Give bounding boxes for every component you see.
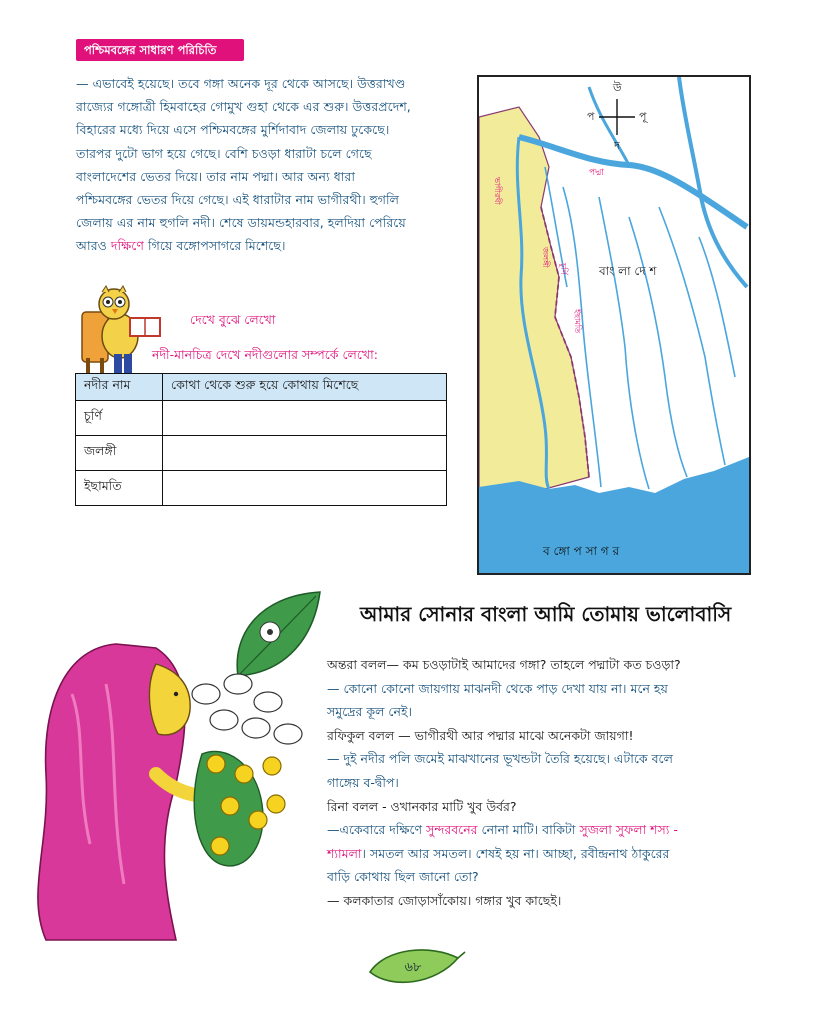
- intro-line: রাজ্যের গঙ্গোত্রী হিমবাহের গোমুখ গুহা থেকে এর শুরু। উত্তরপ্রদেশ,: [76, 99, 411, 115]
- table-cell-answer[interactable]: [163, 471, 447, 506]
- woman-with-flowers-illustration: [6, 624, 330, 944]
- river-table: [75, 373, 447, 506]
- table-cell-answer[interactable]: [163, 401, 447, 436]
- conversation-line: রিনা বলল - ওখানকার মাটি খুব উর্বর?: [327, 798, 517, 814]
- conv-text: —একেবারে দক্ষিণে: [327, 822, 427, 838]
- table-header-origin-mouth: কোথা থেকে শুরু হয়ে কোথায় মিশেছে: [163, 374, 447, 401]
- conversation-line: অন্তরা বলল— কম চওড়াটাই আমাদের গঙ্গা? তাহলে পদ্মাটা কত চওড়া?: [327, 657, 681, 672]
- section-header-tag: পশ্চিমবঙ্গের সাধারণ পরিচিতি: [76, 39, 244, 61]
- intro-last-pre: আরও: [76, 238, 111, 254]
- table-cell-river: জলঙ্গী: [76, 436, 163, 471]
- intro-line-last: [76, 234, 458, 257]
- river-label: চূর্ণি: [559, 263, 568, 275]
- conversation-line: — দুই নদীর পলি জমেই মাঝখানের ভূখন্ডটা তৈরি হয়েছে। এটাকে বলে: [327, 751, 673, 767]
- compass-north-label: উ: [613, 81, 622, 94]
- conversation-line: গাঙ্গেয় ব-দ্বীপ।: [327, 774, 399, 790]
- conv-highlight: সুজলা সুফলা শস্য -: [579, 822, 678, 838]
- river-label: ভাগীরথী: [493, 177, 502, 205]
- table-cell-river: চূর্ণি: [76, 401, 163, 436]
- intro-line: জেলায় এর নাম হুগলি নদী। শেষে ডায়মন্ডহারবার, হলদিয়া পেরিয়ে: [76, 215, 406, 231]
- table-row: [76, 436, 447, 471]
- conv-text: নোনা মাটি। বাকিটা: [477, 822, 580, 838]
- conversation-line-mixed: [327, 818, 797, 842]
- river-map: [477, 75, 751, 575]
- table-cell-answer[interactable]: [163, 436, 447, 471]
- river-label: ইছামতি: [573, 309, 582, 334]
- bay-label: ব ঙ্গো প সা গ র: [543, 544, 620, 558]
- conversation-line: সমুদ্রের কূল নেই।: [327, 704, 412, 720]
- conversation-line: রফিকুল বলল — ভাগীরথী আর পদ্মার মাঝে অনেকটা জায়গা!: [327, 727, 634, 743]
- table-cell-river: ইছামতি: [76, 471, 163, 506]
- padma-label: পদ্মা: [589, 168, 604, 178]
- table-header-row: [76, 374, 447, 401]
- conv-text: । সমতল আর সমতল। শেষই হয় না। আচ্ছা, রবীন্দ্রনাথ ঠাকুরের: [361, 845, 670, 861]
- activity-instruction: নদী-মানচিত্র দেখে নদীগুলোর সম্পর্কে লেখো:: [152, 347, 378, 362]
- activity-label: দেখে বুঝে লেখো: [190, 312, 276, 327]
- intro-line: বাংলাদেশের ভেতর দিয়ে। তার নাম পদ্মা। আর অন্য ধারা: [76, 168, 355, 184]
- conversation-line: বাড়ি কোথায় ছিল জানো তো?: [327, 869, 479, 885]
- intro-last-post: গিয়ে বঙ্গোপসাগরে মিশেছে।: [144, 238, 286, 254]
- conv-highlight: সুন্দরবনের: [426, 822, 478, 838]
- conv-highlight: শ্যামলা: [327, 845, 362, 861]
- table-row: [76, 471, 447, 506]
- compass-south-label: দ: [614, 139, 620, 152]
- intro-paragraph: [76, 72, 458, 258]
- page-number: ৬৮: [404, 960, 422, 975]
- intro-line: — এভাবেই হয়েছে। তবে গঙ্গা অনেক দূর থেকে আসছে। উত্তরাখণ্ড: [76, 76, 406, 91]
- table-header-river-name: নদীর নাম: [76, 374, 163, 401]
- intro-line: পশ্চিমবঙ্গের ভেতর দিয়ে গেছে। এই ধারাটার নাম ভাগীরথী। হুগলি: [76, 192, 400, 208]
- section-title: আমার সোনার বাংলা আমি তোমায় ভালোবাসি: [360, 602, 732, 626]
- conversation-line: — কোনো কোনো জায়গায় মাঝনদী থেকে পাড় দেখা যায় না। মনে হয়: [327, 680, 668, 696]
- bangladesh-label: বাং লা দে শ: [599, 264, 657, 278]
- conversation-line: — কলকাতার জোড়াসাঁকোয়। গঙ্গার খুব কাছেই।: [327, 892, 562, 908]
- conversation-block: [327, 653, 797, 913]
- compass-east-label: পূ: [639, 110, 647, 123]
- river-label: জলঙ্গী: [541, 247, 550, 268]
- intro-last-highlight: দক্ষিণে: [110, 238, 144, 254]
- compass-west-label: প: [587, 110, 595, 123]
- intro-line: তারপর দুটো ভাগ হয়ে গেছে। বেশি চওড়া ধারাটা চলে গেছে: [76, 145, 372, 161]
- intro-line: বিহারের মধ্যে দিয়ে এসে পশ্চিমবঙ্গের মুর্শিদাবাদ জেলায় ঢুকেছে।: [76, 122, 390, 138]
- conversation-line-mixed: [327, 842, 797, 866]
- table-row: [76, 401, 447, 436]
